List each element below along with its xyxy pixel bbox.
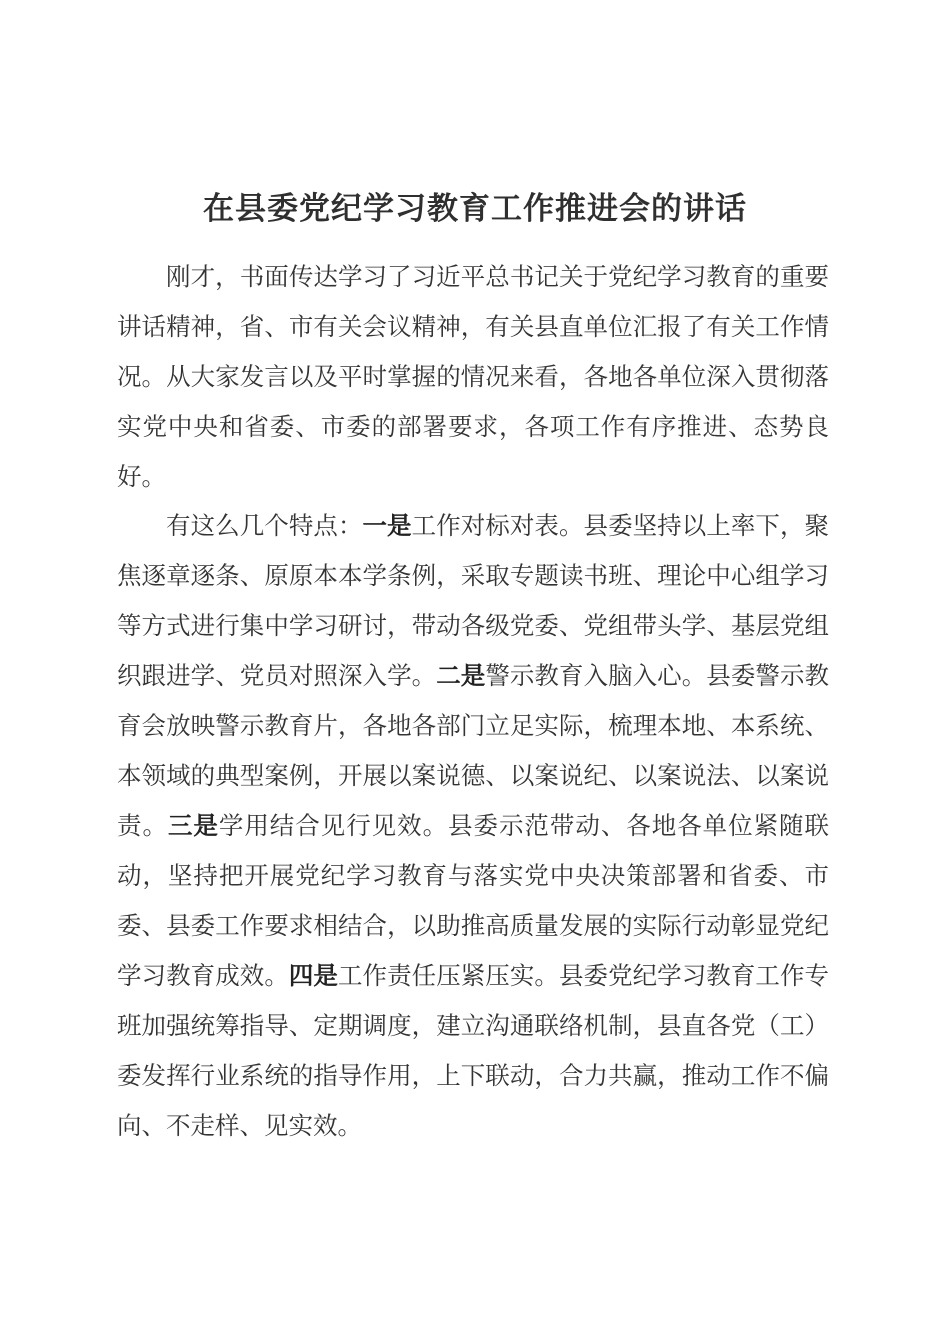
paragraph-opening-text: 刚才，书面传达学习了习近平总书记关于党纪学习教育的重要讲话精神，省、市有关会议精神，有关县直单位汇报了有关工作情况。从大家发言以及平时掌握的情况来看，各地各单位深入贯彻落实党中央和省委、市委的部署要求，各项工作有序推进、态势良好。 — [117, 262, 829, 491]
point-4-label: 四是 — [288, 961, 338, 990]
point-2-label: 二是 — [436, 661, 486, 690]
paragraph-opening — [117, 252, 829, 502]
point-4-text: 工作责任压紧压实。县委党纪学习教育工作专班加强统筹指导、定期调度，建立沟通联络机制，县直各党（工）委发挥行业系统的指导作用，上下联动，合力共赢，推动工作不偏向、不走样、见实效。 — [117, 961, 830, 1140]
point-1-label: 一是 — [362, 511, 412, 540]
point-3-text: 学用结合见行见效。县委示范带动、各地各单位紧随联动，坚持把开展党纪学习教育与落实党中央决策部署和省委、市委、县委工作要求相结合，以助推高质量发展的实际行动彰显党纪学习教育成效。 — [117, 811, 830, 990]
point-1-text: 工作对标对表。县委坚持以上率下，聚焦逐章逐条、原原本本学条例，采取专题读书班、理论中心组学习等方式进行集中学习研讨，带动各级党委、党组带头学、基层党组织跟进学、党员对照深入学。 — [117, 511, 830, 690]
document-title: 在县委党纪学习教育工作推进会的讲话 — [203, 191, 747, 227]
point-2-text: 警示教育入脑入心。县委警示教育会放映警示教育片，各地各部门立足实际，梳理本地、本系统、本领域的典型案例，开展以案说德、以案说纪、以案说法、以案说责。 — [117, 661, 830, 840]
paragraph-characteristics — [117, 501, 829, 1151]
point-3-label: 三是 — [167, 811, 219, 840]
characteristics-intro: 有这么几个特点： — [166, 511, 363, 540]
